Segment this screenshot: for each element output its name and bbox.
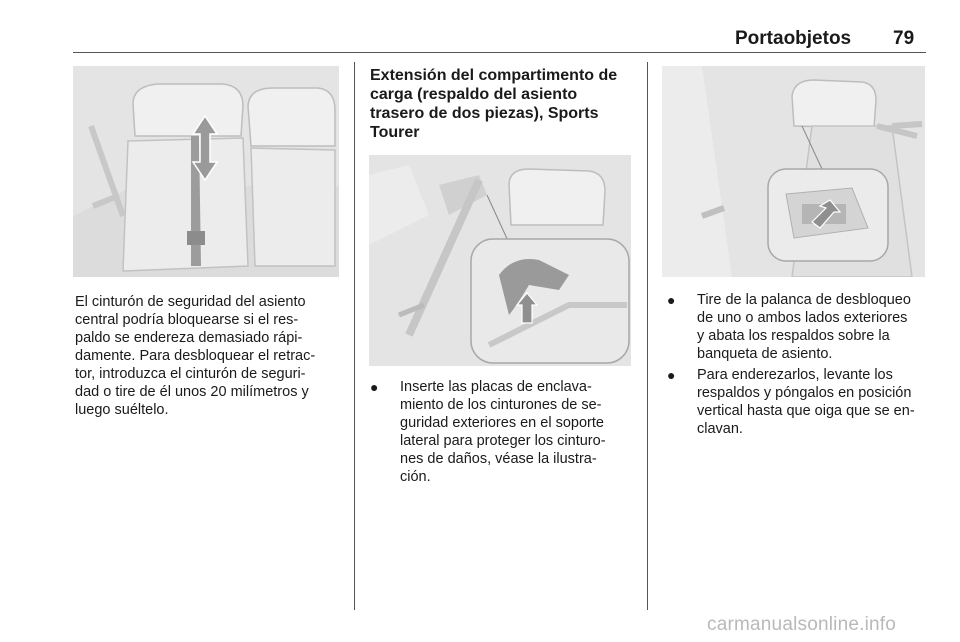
bullet-line: guridad exteriores en el soporte xyxy=(400,415,604,431)
bullet-line: respaldos y póngalos en posición xyxy=(697,385,912,401)
page-section-title: Portaobjetos xyxy=(735,28,852,49)
bullet-line: clavan. xyxy=(697,421,743,437)
bullet-line: de uno o ambos lados exteriores xyxy=(697,310,908,326)
paragraph-line: El cinturón de seguridad del asiento xyxy=(75,294,306,310)
bullet-line: Tire de la palanca de desbloqueo xyxy=(697,292,911,308)
bullet-raise-backrests xyxy=(667,366,929,446)
header-divider xyxy=(73,52,926,53)
paragraph-line: tor, introduzca el cinturón de seguri- xyxy=(75,366,306,382)
illustration-belt-holder xyxy=(369,155,631,366)
heading-line: Extensión del compartimento de xyxy=(370,67,618,84)
bullet-line: miento de los cinturones de se- xyxy=(400,397,602,413)
bullet-line: y abata los respaldos sobre la xyxy=(697,328,890,344)
bullet-insert-belt-plates xyxy=(370,378,640,498)
column-divider-left xyxy=(354,62,355,610)
bullet-marker: ● xyxy=(667,292,676,308)
illustration-rear-seat-belt xyxy=(73,66,339,277)
bullet-marker: ● xyxy=(667,367,676,383)
paragraph-line: paldo se endereza demasiado rápi- xyxy=(75,330,303,346)
paragraph-line: dad o tire de él unos 20 milímetros y xyxy=(75,384,309,400)
section-heading xyxy=(370,66,640,142)
heading-line: Tourer xyxy=(370,124,420,141)
paragraph-line: damente. Para desbloquear el retrac- xyxy=(75,348,316,364)
bullet-line: ción. xyxy=(400,469,431,485)
bullet-line: banqueta de asiento. xyxy=(697,346,833,362)
bullet-pull-release-lever xyxy=(667,291,929,371)
paragraph-line: luego suéltelo. xyxy=(75,402,169,418)
column-divider-right xyxy=(647,62,648,610)
heading-line: trasero de dos piezas), Sports xyxy=(370,105,599,122)
bullet-line: vertical hasta que oiga que se en- xyxy=(697,403,915,419)
bullet-marker: ● xyxy=(370,379,379,395)
illustration-release-lever xyxy=(662,66,925,277)
bullet-line: lateral para proteger los cinturo- xyxy=(400,433,606,449)
bullet-line: Para enderezarlos, levante los xyxy=(697,367,893,383)
paragraph-line: central podría bloquearse si el res- xyxy=(75,312,299,328)
bullet-line: Inserte las placas de enclava- xyxy=(400,379,592,395)
page-number: 79 xyxy=(893,28,915,49)
heading-line: carga (respaldo del asiento xyxy=(370,86,578,103)
watermark: carmanualsonline.info xyxy=(707,614,897,635)
bullet-line: nes de daños, véase la ilustra- xyxy=(400,451,597,467)
belt-unlock-paragraph xyxy=(75,293,315,419)
